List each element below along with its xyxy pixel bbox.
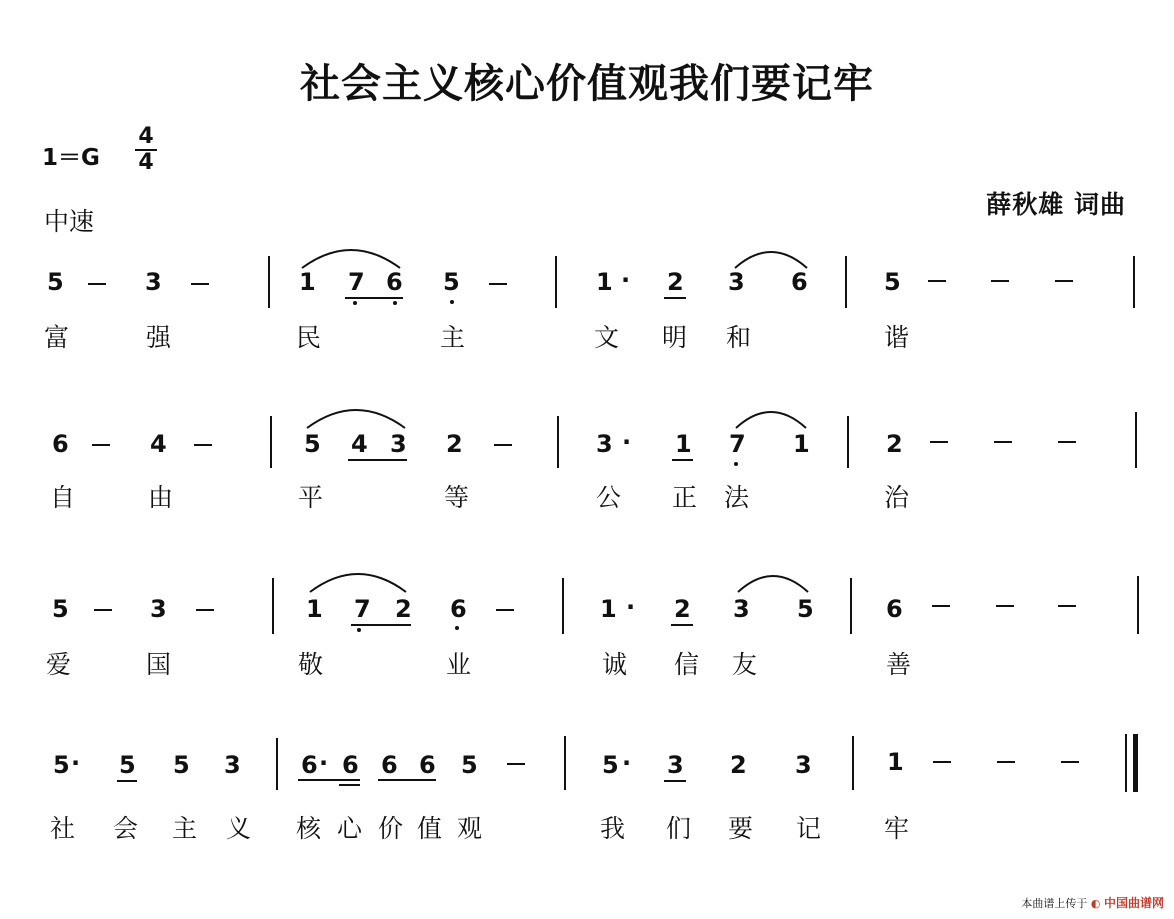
lyric: 牢 <box>884 814 910 843</box>
underline <box>348 459 407 461</box>
lyric: 等 <box>444 483 470 512</box>
dash <box>194 444 212 446</box>
note: 3 <box>596 430 613 458</box>
dash <box>1061 761 1079 763</box>
barline <box>1135 412 1137 468</box>
barline <box>564 736 566 790</box>
slur <box>734 406 808 430</box>
note: 4 <box>351 430 368 458</box>
lyric: 明 <box>662 323 688 352</box>
barline <box>1137 576 1139 634</box>
note: 6 <box>381 751 398 779</box>
note: 5 <box>304 430 321 458</box>
time-signature-top: 4 <box>138 124 154 149</box>
lyric: 社 <box>50 814 76 843</box>
lyric: 会 <box>113 814 139 843</box>
augmentation-dot: · <box>621 266 631 294</box>
lyric: 爱 <box>46 650 72 679</box>
lyric: 文 <box>594 323 620 352</box>
footer-brand: 中国曲谱网 <box>1103 896 1164 910</box>
barline <box>852 736 854 790</box>
lower-octave-dot <box>357 628 361 632</box>
lyric: 们 <box>666 814 692 843</box>
lyric: 谐 <box>884 323 910 352</box>
lower-octave-dot <box>393 301 397 305</box>
note: 5 <box>52 595 69 623</box>
underline <box>345 297 403 299</box>
underline <box>664 780 686 782</box>
note: 3 <box>733 595 750 623</box>
note: 3 <box>667 751 684 779</box>
note: 5 <box>461 751 478 779</box>
barline <box>850 578 852 634</box>
note: 5 <box>53 751 70 779</box>
dash <box>1058 605 1076 607</box>
barline <box>847 416 849 468</box>
barline <box>557 416 559 468</box>
lyric: 民 <box>296 323 322 352</box>
note: 7 <box>348 268 365 296</box>
dash <box>928 280 946 282</box>
lyric: 公 <box>596 483 622 512</box>
augmentation-dot: · <box>71 749 81 777</box>
lyric: 和 <box>726 323 752 352</box>
slur <box>736 570 810 594</box>
note: 2 <box>667 268 684 296</box>
barline <box>272 578 274 634</box>
lyric: 信 <box>674 650 700 679</box>
dash <box>994 441 1012 443</box>
barline <box>270 416 272 468</box>
note: 2 <box>730 751 747 779</box>
dash <box>1058 441 1076 443</box>
barline <box>268 256 270 308</box>
note: 5 <box>443 268 460 296</box>
tempo-marking: 中速 <box>44 207 95 236</box>
note: 5 <box>47 268 64 296</box>
underline <box>672 459 693 461</box>
lyric: 治 <box>884 483 910 512</box>
slur <box>733 246 809 270</box>
underline <box>671 624 693 626</box>
barline <box>276 738 278 790</box>
dash <box>996 605 1014 607</box>
note: 1 <box>793 430 810 458</box>
lower-octave-dot <box>353 301 357 305</box>
note: 1 <box>887 748 904 776</box>
lyric: 心 <box>337 814 363 843</box>
note: 3 <box>390 430 407 458</box>
dash <box>494 444 512 446</box>
dash <box>1055 280 1073 282</box>
note: 1 <box>675 430 692 458</box>
dash <box>196 609 214 611</box>
key-signature: 1＝G <box>42 145 100 171</box>
note: 1 <box>600 595 617 623</box>
time-signature-bottom: 4 <box>138 150 154 175</box>
dash <box>94 609 112 611</box>
lyric: 诚 <box>602 650 628 679</box>
note: 6 <box>301 751 318 779</box>
underline <box>378 779 436 781</box>
note: 6 <box>791 268 808 296</box>
lyric: 业 <box>446 650 472 679</box>
slur <box>308 568 408 594</box>
barline <box>845 256 847 308</box>
note: 2 <box>674 595 691 623</box>
underline <box>351 624 411 626</box>
lyric: 平 <box>298 483 324 512</box>
augmentation-dot: · <box>622 749 632 777</box>
note: 6 <box>419 751 436 779</box>
note: 5 <box>173 751 190 779</box>
dash <box>991 280 1009 282</box>
dash <box>930 441 948 443</box>
slur <box>305 404 407 430</box>
dash <box>997 761 1015 763</box>
note: 5 <box>797 595 814 623</box>
final-barline-thin <box>1125 734 1127 792</box>
lyric: 义 <box>226 814 252 843</box>
lyric: 我 <box>600 814 626 843</box>
footer-prefix: 本曲谱上传于 <box>1021 897 1088 910</box>
lyric: 友 <box>732 650 758 679</box>
lyric: 强 <box>146 323 172 352</box>
note: 6 <box>386 268 403 296</box>
note: 1 <box>306 595 323 623</box>
final-barline-thick <box>1133 734 1138 792</box>
dash <box>489 283 507 285</box>
underline <box>298 779 360 781</box>
lyric: 国 <box>146 650 172 679</box>
note: 1 <box>596 268 613 296</box>
lyric: 自 <box>50 483 76 512</box>
augmentation-dot: · <box>622 428 632 456</box>
lyric: 核 <box>296 814 322 843</box>
note: 6 <box>886 595 903 623</box>
note: 7 <box>354 595 371 623</box>
lyric: 正 <box>672 483 698 512</box>
note: 4 <box>150 430 167 458</box>
lyric: 主 <box>440 323 466 352</box>
augmentation-dot: · <box>626 593 636 621</box>
note: 3 <box>795 751 812 779</box>
augmentation-dot: · <box>319 749 329 777</box>
note: 1 <box>299 268 316 296</box>
lyric: 敬 <box>298 650 324 679</box>
note: 5 <box>119 751 136 779</box>
lower-octave-dot <box>734 462 738 466</box>
underline <box>117 780 137 782</box>
note: 3 <box>224 751 241 779</box>
barline <box>562 578 564 634</box>
time-signature <box>135 126 157 174</box>
lyric: 观 <box>457 814 483 843</box>
dash <box>507 763 525 765</box>
note: 5 <box>884 268 901 296</box>
footer-credit <box>1021 894 1164 911</box>
note: 7 <box>729 430 746 458</box>
barline <box>555 256 557 308</box>
dash <box>191 283 209 285</box>
lyric: 善 <box>886 650 912 679</box>
author-credit: 薛秋雄 词曲 <box>986 190 1126 219</box>
note: 6 <box>342 751 359 779</box>
dash <box>496 609 514 611</box>
dash <box>933 761 951 763</box>
lower-octave-dot <box>450 300 454 304</box>
lyric: 主 <box>172 814 198 843</box>
note: 6 <box>450 595 467 623</box>
dash <box>88 283 106 285</box>
lyric: 记 <box>796 814 822 843</box>
note: 2 <box>886 430 903 458</box>
dash <box>92 444 110 446</box>
lyric: 由 <box>148 483 174 512</box>
lyric: 值 <box>417 814 443 843</box>
dash <box>932 605 950 607</box>
lyric: 富 <box>44 323 70 352</box>
lyric: 价 <box>378 814 404 843</box>
slur <box>300 244 402 270</box>
note: 6 <box>52 430 69 458</box>
lower-octave-dot <box>455 626 459 630</box>
note: 2 <box>395 595 412 623</box>
song-title: 社会主义核心价值观我们要记牢 <box>300 60 874 107</box>
underline <box>339 784 360 786</box>
note: 3 <box>150 595 167 623</box>
lyric: 法 <box>724 483 750 512</box>
note: 5 <box>602 751 619 779</box>
underline <box>664 297 686 299</box>
lyric: 要 <box>728 814 754 843</box>
site-logo-icon: ◐ <box>1090 897 1101 910</box>
barline <box>1133 256 1135 308</box>
note: 2 <box>446 430 463 458</box>
note: 3 <box>145 268 162 296</box>
note: 3 <box>728 268 745 296</box>
